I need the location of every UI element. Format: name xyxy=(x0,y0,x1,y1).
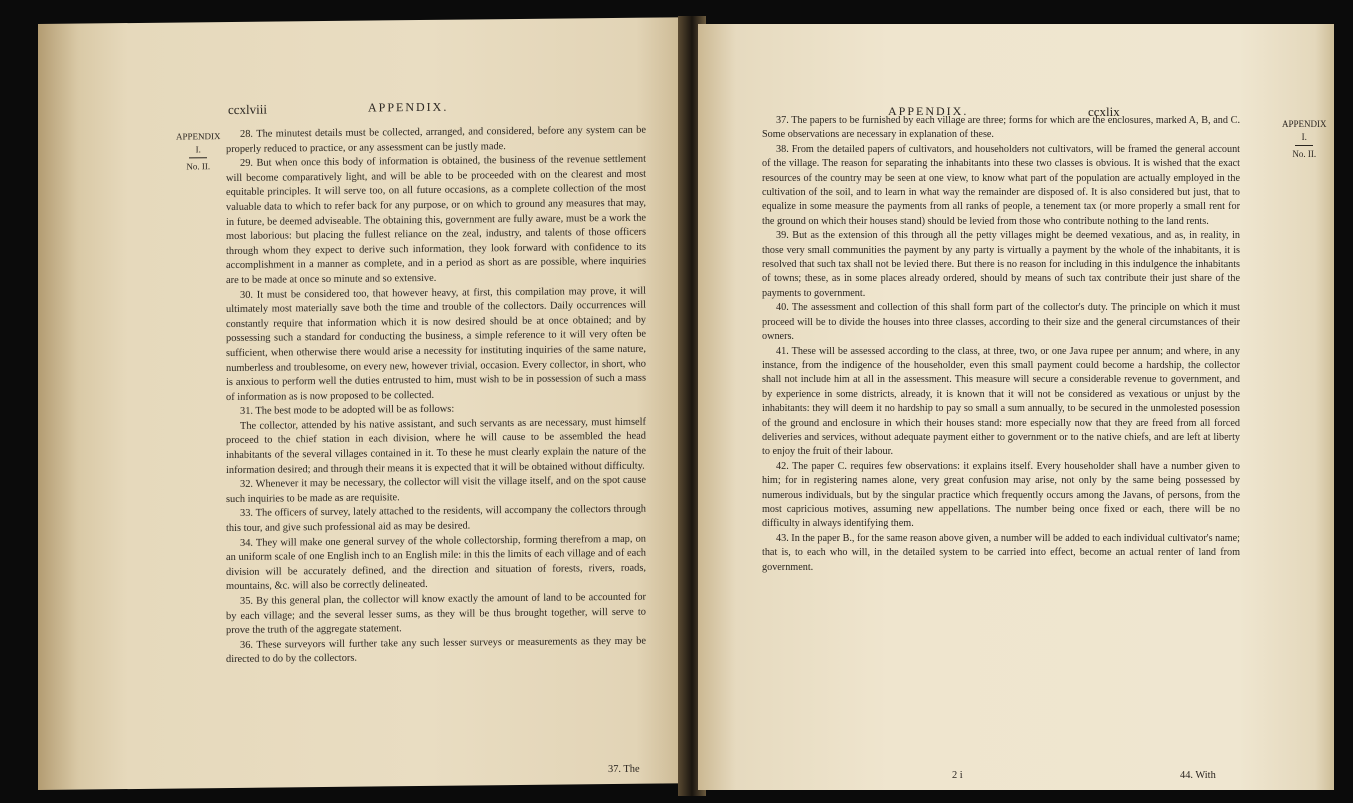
paragraph: 43. In the paper B., for the same reason above given, a number will be added to each individual cultivator's name; that is, to each who will, in the detailed system to be carried into effect, become an actual renter of land from government. xyxy=(762,532,1240,573)
paragraph: 37. The papers to be furnished by each village are three; forms for which are the enclosures, marked A, B, and C. Some observations are necessary in explanation of these. xyxy=(762,115,1240,141)
paragraph: 28. The minutest details must be collected, arranged, and considered, before any system can be properly reduced to practice, or any assessment can be justly made. xyxy=(226,124,646,155)
paragraph: 36. These surveyors will further take any such lesser surveys or measurements as they may be directed to do by the collectors. xyxy=(226,635,646,666)
margin-rule xyxy=(1295,145,1313,146)
left-catchword: 37. The xyxy=(608,763,640,776)
left-margin-note xyxy=(176,130,221,173)
paragraph: 29. But when once this body of information is obtained, the business of the revenue settlement will become comparatively light, and will be able to be proceeded with on the clearest and most equitable principles. It will serve too, on all future occasions, as a complete collection of the most valuable data to which to refer back for any purpose, or on which to ground any measures that may, in future, be deemed adviseable. The obtaining this, government are fully aware, must be a work the most laborious: but placing the fullest reliance on the zeal, industry, and talents of those officers through whom they expect to derive such information, they look forward with confidence to its accomplishment in a manner as complete, and in a period as short as are possible, where inquiries are to be made at once so minute and so extensive. xyxy=(226,153,646,286)
paragraph: 35. By this general plan, the collector will know exactly the amount of land to be accounted for by each village; and the several lesser sums, as they will be thus brought together, will serve to prove the truth of the aggregate statement. xyxy=(226,591,646,637)
left-page-number: ccxlviii xyxy=(228,101,267,118)
right-catchword: 44. With xyxy=(1180,770,1216,781)
margin-note-no: No. II. xyxy=(1292,149,1317,159)
right-margin-note xyxy=(1282,118,1327,161)
left-page xyxy=(38,17,688,790)
signature-mark: 2 i xyxy=(952,770,963,781)
right-running-header: APPENDIX. xyxy=(888,104,969,118)
right-page-number: ccxlix xyxy=(1088,104,1120,119)
right-page xyxy=(698,24,1334,790)
paragraph: 34. They will make one general survey of the whole collectorship, forming therefrom a map, on an uniform scale of one English inch to an English mile: in this the limits of each village and of each division will be accurately defined, and the direction and situation of forests, rivers, roads, mountains, &c. will also be correctly delineated. xyxy=(226,533,646,593)
margin-note-appendix: APPENDIX xyxy=(176,131,221,142)
margin-note-number: I. xyxy=(1301,132,1307,142)
paragraph: The collector, attended by his native assistant, and such servants as are necessary, must himself proceed to the chief station in each division, where he will cause to be assembled the head inhabitants of the several villages contained in it. To these he must clearly explain the nature of the information desired; and through their means it is expected that it will be obtained without difficulty. xyxy=(226,416,646,476)
margin-rule xyxy=(189,157,207,158)
open-book xyxy=(38,6,1334,798)
paragraph: 39. But as the extension of this through all the petty villages might be deemed vexatious, and as, in reality, in those very small communities the payment by any party is virtually a payment by the whole of the inhabitants, it is resolved that such tax shall not be levied there. But there is no reason for including in this indulgence the inhabitants of towns; these, as in some places already ordered, should by means of such tax contribute their just share of the payments to government. xyxy=(762,230,1240,299)
paragraph: 30. It must be considered too, that however heavy, at first, this compilation may prove, it will ultimately most materially save both the time and trouble of the collectors. Daily occurrences will constantly require that information which it is now desired should be at once obtained; and by possessing such a standard for conducting the business, a simple reference to it will very often be sufficient, when otherwise there would arise a necessity for instituting inquiries of the same nature, numberless and troublesome, on every new, however trivial, occasion. Every collector, in short, who is anxious to perform well the duties entrusted to him, must wish to be in possession of such a mass of information as is now proposed to be collected. xyxy=(226,285,646,403)
paragraph: 42. The paper C. requires few observations: it explains itself. Every householder shall have a number given to him; for in registering names alone, very great confusion may arise, not only by the same being possessed by numerous individuals, but by the singular practice which frequently occurs among the Javans, of persons, from the most capricious motives, assuming new appellations. The number being once fixed or each, there will be no difficulty in always identifying them. xyxy=(762,460,1240,530)
right-page-body xyxy=(762,114,1240,575)
paragraph: 33. The officers of survey, lately attached to the residents, will accompany the collectors through this tour, and give such professional aid as may be desired. xyxy=(226,504,646,535)
margin-note-appendix: APPENDIX xyxy=(1282,119,1327,129)
paragraph: 38. From the detailed papers of cultivators, and householders not cultivators, will be framed the general account of the village. The reason for separating the inhabitants into these two classes is obvious. It is wished that the exact resources of the country may be seen at one view, to know what part of the population are actually employed in the cultivation of the soil, and to learn in what way the remainder are disposed of. It is also considered but just, that to equalize in some measure the payments from all ranks of people, a tenement tax (or more properly a small rent for the ground on which their houses stand) should be levied from those who contribute nothing to the land rents. xyxy=(762,143,1240,227)
margin-note-no: No. II. xyxy=(186,161,211,172)
left-page-body xyxy=(226,124,646,668)
paragraph: 41. These will be assessed according to the class, at three, two, or one Java rupee per annum; and where, in any instance, from the indigence of the householder, even this small payment could become a hardship, the collector shall not include him at all in the assessment. This measure will secure a considerable revenue to government, and by experience in some districts, already, it is known that it will not be considered as vexatious or unjust by the inhabitants: they will deem it no hardship to pay so small a sum annually, to be secured in the unmolested posession of the ground and enclosure in which their houses stand: more especially now that they are freed from all forced deliveries and services, without adequate payment either to government or to the native chiefs, and are left at liberty to enjoy the fruit of their labour. xyxy=(762,345,1240,458)
margin-note-number: I. xyxy=(195,144,201,155)
paragraph: 32. Whenever it may be necessary, the collector will visit the village itself, and on the spot cause such inquiries to be made as are requisite. xyxy=(226,474,646,505)
paragraph: 40. The assessment and collection of this shall form part of the collector's duty. The principle on which it must proceed will be to divide the houses into three classes, according to their size and the general circumstances of their owners. xyxy=(762,302,1240,343)
left-running-header: APPENDIX. xyxy=(368,99,449,115)
paragraph: 31. The best mode to be adopted will be as follows: xyxy=(240,403,455,418)
